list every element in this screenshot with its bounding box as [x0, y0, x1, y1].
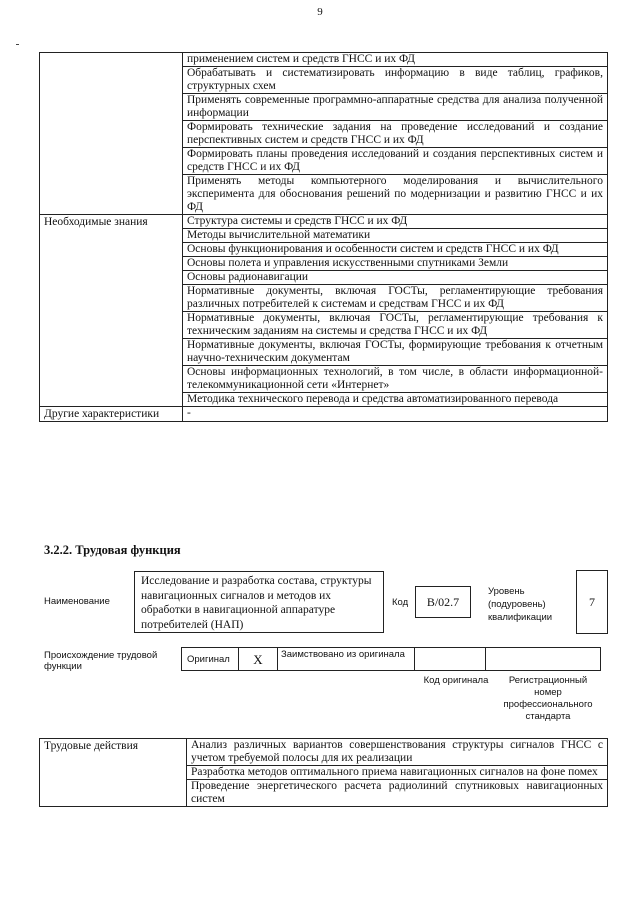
knowledge-cell: Основы функционирования и особенности систем и средств ГНСС и их ФД: [183, 243, 608, 257]
original-mark: X: [238, 647, 278, 671]
level-label: Уровень (подуровень) квалификации: [488, 586, 553, 623]
skills-knowledge-table: [39, 52, 608, 422]
origin-row: [182, 647, 601, 671]
knowledge-cell: Методы вычислительной математики: [183, 229, 608, 243]
labor-actions-label: Трудовые действия: [40, 739, 187, 807]
function-name-box: Исследование и разработка состава, структуры навигационных сигналов и методов их обработки в навигационной аппаратуре потребителей (НАП): [134, 571, 384, 633]
other-characteristics-value: -: [183, 407, 608, 422]
table-row: [40, 215, 608, 229]
skill-cell: Формировать технические задания на проведение исследований и создание перспективных систем и средств ГНСС и их ФД: [183, 121, 608, 148]
margin-mark: [16, 44, 19, 45]
skill-cell: применением систем и средств ГНСС и их ФД: [183, 53, 608, 67]
original-label: Оригинал: [187, 654, 230, 665]
knowledge-cell: Методика технического перевода и средства автоматизированного перевода: [183, 393, 608, 407]
knowledge-cell: Основы полета и управления искусственными спутниками Земли: [183, 257, 608, 271]
knowledge-cell: Нормативные документы, включая ГОСТы, формирующие требования к отчетным научно-техническим документам: [183, 339, 608, 366]
knowledge-cell: Основы радионавигации: [183, 271, 608, 285]
labor-action-cell: Проведение энергетического расчета радиолиний спутниковых навигационных систем: [187, 780, 608, 807]
original-cell: [181, 647, 239, 671]
section-title: 3.2.2. Трудовая функция: [44, 543, 181, 557]
labor-action-cell: Разработка методов оптимального приема навигационных сигналов на фоне помех: [187, 766, 608, 780]
origin-label: Происхождение трудовой функции: [44, 650, 158, 672]
reg-number-caption: Регистрационный номер профессионального стандарта: [503, 675, 593, 722]
borrowed-cell: Заимствовано из оригинала: [277, 647, 415, 671]
knowledge-cell: Структура системы и средств ГНСС и их ФД: [183, 215, 608, 229]
name-label: Наименование: [44, 596, 110, 607]
knowledge-cell: Основы информационных технологий, в том числе, в области информационной-телекоммуникационной сети «Интернет»: [183, 366, 608, 393]
knowledge-label: Необходимые знания: [40, 215, 183, 407]
code-original-caption: Код оригинала: [423, 675, 489, 686]
table-row: [40, 739, 608, 766]
skill-cell: Обрабатывать и систематизировать информацию в виде таблиц, графиков, структурных схем: [183, 67, 608, 94]
skills-label-cell: [40, 53, 183, 215]
other-characteristics-label: Другие характеристики: [40, 407, 183, 422]
page-number: 9: [317, 6, 323, 18]
function-code-box: B/02.7: [415, 586, 471, 618]
skill-cell: Применять современные программно-аппаратные средства для анализа полученной информации: [183, 94, 608, 121]
table-row: [40, 53, 608, 67]
level-box: 7: [576, 570, 608, 634]
knowledge-cell: Нормативные документы, включая ГОСТы, регламентирующие требования различных потребителей к системам и средствам ГНСС и их ФД: [183, 285, 608, 312]
table-row: [40, 407, 608, 422]
skill-cell: Формировать планы проведения исследований и создания перспективных систем и средств ГНСС и их ФД: [183, 148, 608, 175]
knowledge-cell: Нормативные документы, включая ГОСТы, регламентирующие требования к техническим заданиям на системы и средства ГНСС и их ФД: [183, 312, 608, 339]
labor-actions-table: [39, 738, 608, 807]
code-label: Код: [392, 597, 409, 608]
skill-cell: Применять методы компьютерного моделирования и вычислительного эксперимента для обоснования решений по модернизации и развитию ГНСС и их ФД: [183, 175, 608, 215]
code-original-cell: [414, 647, 486, 671]
reg-number-cell: [485, 647, 601, 671]
labor-action-cell: Анализ различных вариантов совершенствования структуры сигналов ГНСС с учетом требуемой полосы для их реализации: [187, 739, 608, 766]
